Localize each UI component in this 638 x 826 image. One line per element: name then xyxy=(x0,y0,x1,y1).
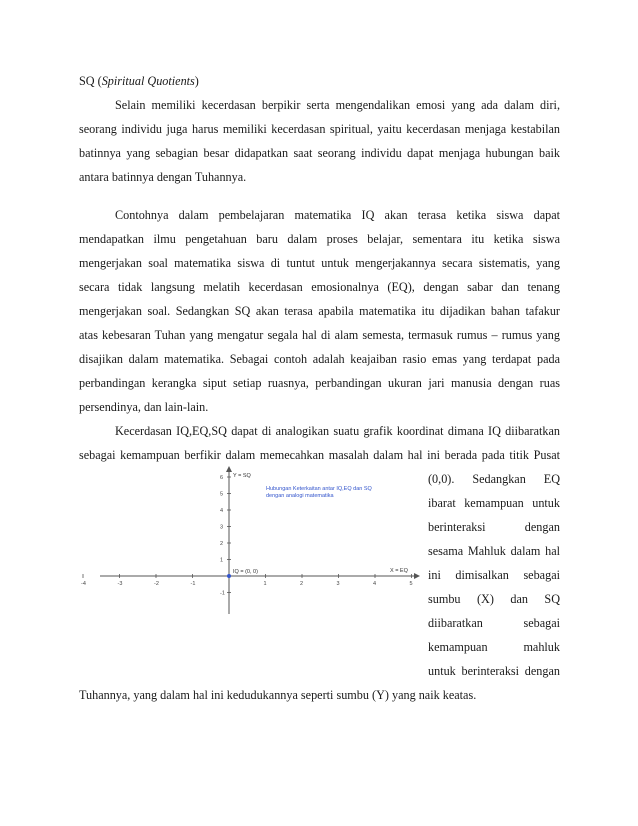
side-line: berinteraksi dengan xyxy=(428,520,560,534)
x-tick-label: -2 xyxy=(154,581,159,587)
p2-line: perbandingan kerangka siput setiap ruasnya, perbandingan ukuran jari manusia dengan ruas xyxy=(79,376,560,390)
y-tick-label: -1 xyxy=(220,590,225,597)
figure-caption-line-1: Hubungan Keterkaitan antar IQ,EQ dan SQ xyxy=(266,486,372,492)
closing-line: Tuhannya, yang dalam hal ini kedudukannya seperti sumbu (Y) yang naik keatas. xyxy=(79,688,477,702)
y-tick-label: 4 xyxy=(220,508,224,514)
y-tick-label: 1 xyxy=(220,557,224,564)
coordinate-figure xyxy=(81,466,422,616)
x-axis-arrow xyxy=(414,573,420,579)
side-line: sumbu (X) dan SQ xyxy=(428,592,560,606)
x-tick-label: 5 xyxy=(409,581,413,587)
x-tick-label: -3 xyxy=(117,581,123,587)
y-axis-arrow xyxy=(226,466,232,472)
p2-line: disajikan dalam matematika. Sebagai contoh adalah keajaiban rasio emas yang terdapat pada xyxy=(79,352,560,366)
figure-caption-line-2: dengan analogi matematika xyxy=(266,493,334,499)
x-axis-label: X = EQ xyxy=(390,568,408,574)
side-line: diibaratkan sebagai xyxy=(428,616,560,630)
p1-line: seorang individu juga harus memiliki kecerdasan spiritual, yaitu kecerdasan menjaga kestabilan xyxy=(79,122,560,136)
p2-line: persendinya, dan lain-lain. xyxy=(79,400,209,414)
x-tick-label: 4 xyxy=(373,581,377,587)
p2-line: mengerjakan soal. Sedangkan SQ akan terasa apabila matematika itu dijadikan bahan tafakur xyxy=(79,304,560,318)
side-line: kemampuan mahluk xyxy=(428,640,560,654)
x-tick-label: 2 xyxy=(300,581,304,587)
side-line: sesama Mahluk dalam hal xyxy=(428,544,560,558)
x-tick-label: 3 xyxy=(336,581,340,587)
x-tick-label: 1 xyxy=(263,581,267,587)
section-heading xyxy=(79,74,199,88)
y-tick-label: 2 xyxy=(220,541,224,547)
side-line: (0,0). Sedangkan EQ xyxy=(428,472,560,486)
y-tick-label: 6 xyxy=(220,475,224,481)
y-axis-label: Y = SQ xyxy=(233,473,251,479)
side-line: ibarat kemampuan untuk xyxy=(428,496,560,510)
side-line: untuk berinteraksi dengan xyxy=(428,664,560,678)
origin-point xyxy=(227,574,231,578)
p1-line: antara batinnya dengan Tuhannya. xyxy=(79,170,247,184)
p3-line: sebagai kemampuan berfikir dalam memecahkan masalah dalam hal ini berada pada titik Pusat xyxy=(79,448,560,462)
p2-line: mengerjakan soal matematika siswa di tuntut untuk mengerjakannya secara sistematis, yang xyxy=(79,256,560,270)
heading-close: ) xyxy=(194,74,199,88)
p2-line: secara tidak langsung melatih kecerdasan emosionalnya (EQ), dengan sabar dan tenang xyxy=(79,280,560,294)
p2-line: atas kebesaran Tuhan yang mengatur segala hal di alam semesta, termasuk rumus – rumus yang xyxy=(79,328,560,342)
x-tick-label: -1 xyxy=(190,581,196,587)
p1-line: Selain memiliki kecerdasan berpikir serta mengendalikan emosi yang ada dalam diri, xyxy=(115,98,560,112)
heading-abbr: SQ ( xyxy=(79,74,102,88)
p3-line: Kecerdasan IQ,EQ,SQ dapat di analogikan suatu grafik koordinat dimana IQ diibaratkan xyxy=(115,424,560,438)
origin-label: IQ = (0, 0) xyxy=(233,569,258,575)
y-tick-label: 5 xyxy=(220,491,224,498)
x-tick-label: -4 xyxy=(81,581,86,587)
heading-italic: Spiritual Quotients xyxy=(101,74,195,88)
side-line: ini dimisalkan sebagai xyxy=(428,568,560,582)
p1-line: batinnya yang sebagian besar didapatkan saat seorang individu dapat menjaga hubungan baik xyxy=(79,146,560,160)
p2-line: Contohnya dalam pembelajaran matematika IQ akan terasa ketika siswa dapat xyxy=(115,208,560,222)
y-tick-label: 3 xyxy=(220,524,224,531)
p2-line: mendapatkan ilmu pengetahuan baru dalam proses belajar, sementara itu ketika siswa xyxy=(79,232,560,246)
